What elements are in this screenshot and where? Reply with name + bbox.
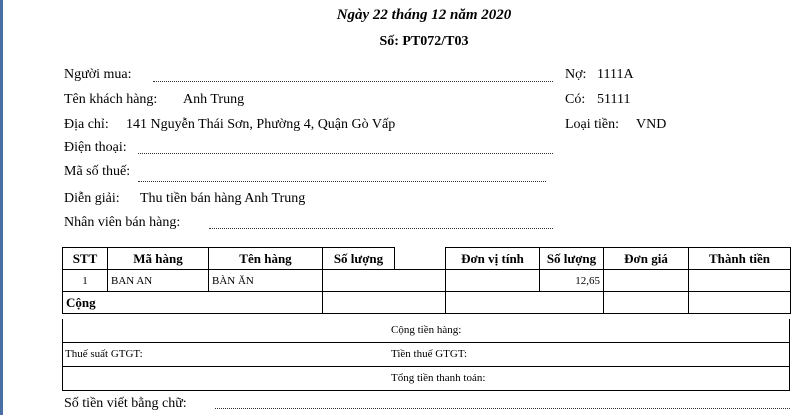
currency-label: Loại tiền: [565,117,620,132]
header-unit-price: Đơn giá [604,248,689,270]
buyer-label: Người mua: [64,67,132,82]
summary-grand-total-row [62,367,790,391]
total-label: Cộng [63,292,323,314]
vat-rate-label: Thuế suất GTGT: [65,348,143,360]
grand-total-label: Tổng tiền thanh toán: [391,372,486,384]
goods-total-label: Cộng tiền hàng: [391,324,462,336]
row-code: BAN AN [108,270,209,292]
row-quantity-1 [323,270,446,292]
header-gap [395,248,446,270]
credit-value: 51111 [597,92,631,107]
buyer-dotted-line [153,81,553,82]
header-quantity-2: Số lượng [540,248,604,270]
phone-dotted-line [138,153,553,154]
header-name: Tên hàng [209,248,323,270]
total-unit [446,292,604,314]
address-value: 141 Nguyễn Thái Sơn, Phường 4, Quận Gò Vấp [126,117,396,132]
table-header-row [63,248,791,270]
amount-in-words-label: Số tiền viết bằng chữ: [64,396,187,411]
header-amount: Thành tiền [689,248,791,270]
amount-in-words-dotted-line [215,408,790,409]
currency-value: VND [636,117,667,132]
header-quantity-1: Số lượng [323,248,395,270]
description-label: Diễn giải: [64,191,120,206]
row-quantity-2: 12,65 [540,270,604,292]
row-amount [689,270,791,292]
table-total-row [63,292,791,314]
row-unit-price [604,270,689,292]
phone-label: Điện thoại: [64,140,127,155]
header-code: Mã hàng [108,248,209,270]
customer-value: Anh Trung [183,92,245,107]
sales-staff-dotted-line [209,228,553,229]
header-stt: STT [63,248,108,270]
debit-value: 1111A [597,67,634,82]
document-date: Ngày 22 tháng 12 năm 2020 [336,7,512,23]
tax-code-label: Mã số thuế: [64,164,131,179]
page-left-border [0,0,3,415]
document-number: Số: PT072/T03 [379,34,469,49]
items-table [62,247,791,314]
tax-code-dotted-line [138,181,546,182]
summary-vat-row [62,343,790,367]
header-unit: Đơn vị tính [446,248,540,270]
table-row [63,270,791,292]
description-value: Thu tiền bán hàng Anh Trung [140,191,306,206]
row-unit [446,270,540,292]
credit-label: Có: [565,92,586,107]
address-label: Địa chỉ: [64,117,109,132]
customer-label: Tên khách hàng: [64,92,158,107]
total-quantity-1 [323,292,446,314]
vat-amount-label: Tiền thuế GTGT: [391,348,468,360]
total-amount [689,292,791,314]
row-name: BÀN ĂN [209,270,323,292]
summary-goods-total-row [62,319,790,343]
sales-staff-label: Nhân viên bán hàng: [64,215,181,230]
row-stt: 1 [63,270,108,292]
debit-label: Nợ: [565,67,587,82]
total-unit-price [604,292,689,314]
